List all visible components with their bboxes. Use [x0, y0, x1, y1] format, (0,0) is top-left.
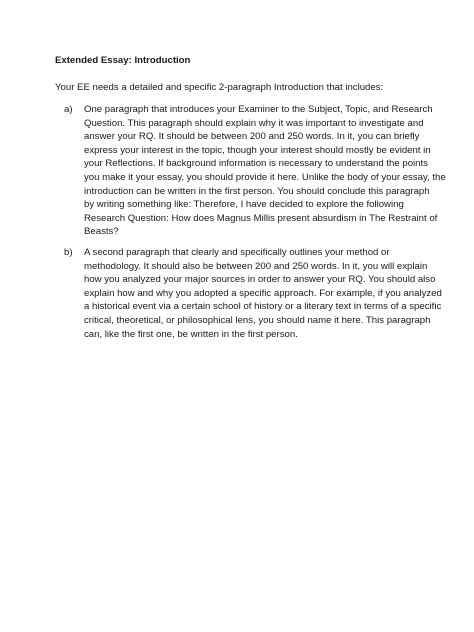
text-line: Research Question: How does Magnus Millis present absurdism in The Restraint of	[84, 212, 438, 224]
list-item-b	[64, 246, 442, 341]
document-title: Extended Essay: Introduction	[55, 55, 191, 66]
text-line: how you analyzed your major sources in order to answer your RQ. You should also	[84, 274, 436, 286]
text-line: answer your RQ. It should be between 200 and 250 words. In it, you can briefly	[84, 131, 420, 143]
list-item-a	[64, 103, 446, 239]
text-line: A second paragraph that clearly and specifically outlines your method or	[84, 247, 390, 258]
text-line: One paragraph that introduces your Examiner to the Subject, Topic, and Research	[84, 104, 433, 115]
text-line: Beasts?	[84, 226, 119, 238]
text-line: critical, theoretical, or philosophical lens, you should name it here. This paragraph	[84, 314, 431, 326]
text-line: a historical event via a certain school of history or a literary text in terms of a specific	[84, 301, 442, 313]
text-line: your Reflections. If background information is necessary to understand the points	[84, 158, 428, 170]
text-line: you make it your essay, you should provide it here. Unlike the body of your essay, the	[84, 171, 446, 183]
list-marker-a: a)	[64, 104, 73, 115]
text-line: Question. This paragraph should explain why it was important to investigate and	[84, 117, 424, 129]
intro-text: Your EE needs a detailed and specific 2-paragraph Introduction that includes:	[55, 82, 384, 93]
text-line: explain how and why you adopted a specific approach. For example, if you analyzed	[84, 287, 442, 299]
list-marker-b: b)	[64, 247, 73, 258]
text-line: introduction can be written in the first person. You should conclude this paragraph	[84, 185, 430, 197]
list-item-b-text	[84, 246, 442, 341]
text-line: can, like the first one, be written in the first person.	[84, 328, 298, 340]
text-line: by writing something like: Therefore, I have decided to explore the following	[84, 199, 404, 211]
text-line: express your interest in the topic, though your interest should mostly be evident in	[84, 144, 431, 156]
text-line: methodology. It should also be between 200 and 250 words. In it, you will explain	[84, 260, 428, 272]
list-item-a-text	[84, 103, 446, 239]
